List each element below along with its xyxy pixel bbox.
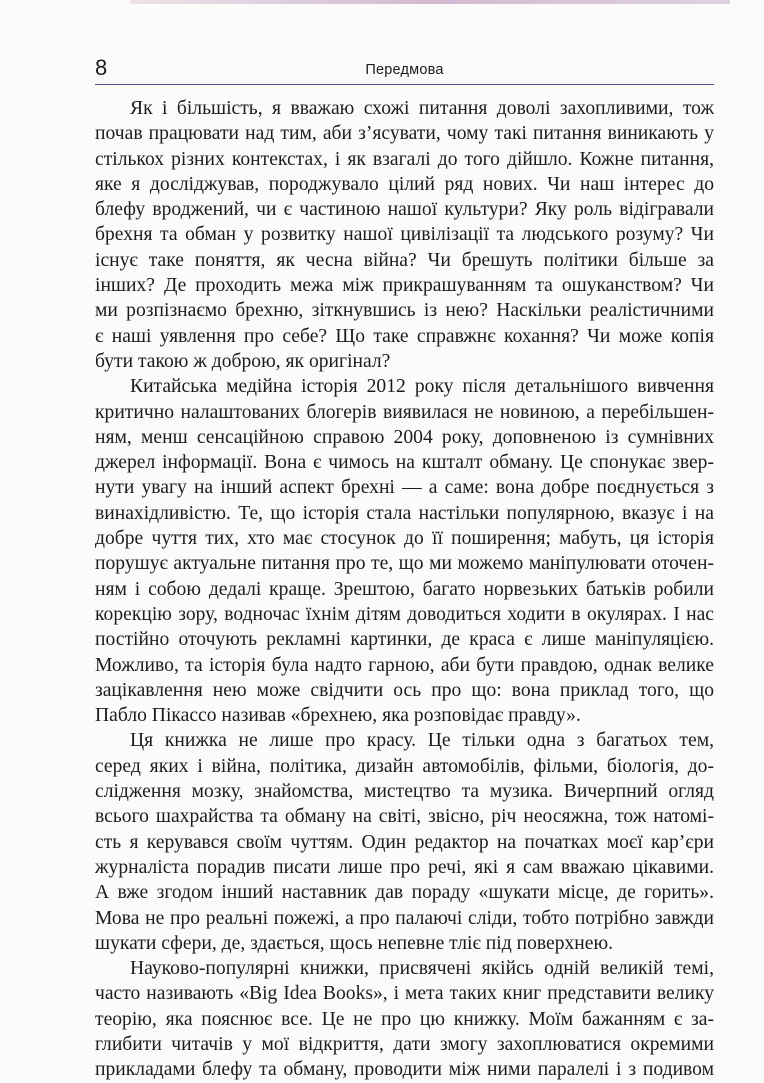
text-line: яке я досліджував, породжувало цілий ряд нових. Чи наш інтерес до: [95, 173, 714, 195]
text-line: стількох різних контекстах, і як взагалі до того дійшло. Кожне питання,: [95, 148, 714, 170]
text-line: почав працювати над тим, аби з’ясувати, чому такі питання виникають у: [95, 123, 714, 145]
text-line: глибити читачів у мої відкриття, дати змогу захоплюватися окремими: [95, 1033, 714, 1055]
text-line: інших? Де проходить межа між прикрашуванням та ошуканством? Чи: [95, 275, 714, 297]
text-line: ми розпізнаємо брехню, зіткнувшись із нею? Наскільки реалістичними: [95, 300, 714, 322]
text-line: джерел інформації. Вона є чимось на кшталт обману. Це спонукає звер-: [95, 452, 714, 474]
text-line: винахідливістю. Те, що історія стала настільки популярною, вказує і на: [95, 502, 714, 524]
paragraph-3: [95, 728, 714, 956]
text-line: ням, менш сенсаційною справою 2004 року, доповненою із сумнівних: [95, 426, 714, 448]
text-line: Науково-популярні книжки, присвячені якійсь одній великій темі,: [130, 958, 714, 980]
paragraph-2: [95, 374, 714, 728]
text-line: сть я керувався своїм чуттям. Один редактор на початках моєї кар’єри: [95, 831, 714, 853]
text-line: добре чуття тих, хто має стосунок до її поширення; мабуть, ця історія: [95, 528, 714, 550]
text-line: постійно оточують рекламні картинки, де краса є лише маніпуляцією.: [95, 629, 714, 651]
text-line: існує таке поняття, як чесна війна? Чи брешуть політики більше за: [95, 249, 714, 271]
text-line: корекцію зору, водночас їхнім дітям доводиться ходити в окулярах. І нас: [95, 603, 714, 625]
text-line: А вже згодом інший наставник дав пораду «шукати місце, де горить».: [95, 882, 714, 904]
paragraph-1: [95, 96, 714, 374]
text-line: брехня та обман у розвитку нашої цивілізації та людського розуму? Чи: [95, 224, 714, 246]
top-color-strip: [130, 0, 730, 4]
header-divider: [95, 84, 714, 85]
page-header: [95, 54, 714, 84]
text-line: Можливо, та історія була надто гарною, аби бути правдою, однак велике: [95, 654, 714, 676]
text-line: Ця книжка не лише про красу. Це тільки одна з багатьох тем,: [130, 730, 714, 752]
text-line: нути увагу на інший аспект брехні — а саме: вона добре поєднується з: [95, 477, 714, 499]
paragraph-4: [95, 956, 714, 1082]
page-number: 8: [95, 55, 108, 80]
text-line: бути такою ж доброю, як оригінал?: [95, 350, 391, 372]
text-line: Пабло Пікассо називав «брехнею, яка розповідає правду».: [95, 705, 581, 727]
text-line: слідження мозку, знайомства, мистецтво та музика. Вичерпний огляд: [95, 781, 714, 803]
text-line: критично налаштованих блогерів виявилася не новиною, а перебільшен-: [95, 401, 714, 423]
text-line: теорію, яка пояснює все. Це не про цю книжку. Моїм бажанням є за-: [95, 1008, 714, 1030]
running-head: Передмова: [365, 62, 444, 78]
text-line: часто називають «Big Idea Books», і мета таких книг представити велику: [95, 983, 714, 1005]
text-line: Мова не про реальні пожежі, а про палаючі сліди, тобто потрібно завжди: [95, 907, 714, 929]
text-line: зацікавлення нею може свідчити ось про що: вона приклад того, що: [95, 679, 714, 701]
text-line: є наші уявлення про себе? Що таке справжнє кохання? Чи може копія: [95, 325, 714, 347]
text-line: ням і собою дедалі краще. Зрештою, багато норвезьких батьків робили: [95, 578, 714, 600]
text-line: блефу вроджений, чи є частиною нашої культури? Яку роль відігравали: [95, 199, 714, 221]
text-line: порушує актуальне питання про те, що ми можемо маніпулювати оточен-: [95, 553, 714, 575]
text-line: Китайська медійна історія 2012 року після детальнішого вивчення: [130, 376, 714, 398]
text-line: прикладами блефу та обману, проводити між ними паралелі і з подивом: [95, 1059, 714, 1081]
text-line: шукати сфери, де, здається, щось непевне тліє під поверхнею.: [95, 932, 614, 954]
text-line: серед яких і війна, політика, дизайн автомобілів, фільми, біологія, до-: [95, 755, 714, 777]
text-line: журналіста порадив писати лише про речі, які я сам вважаю цікавими.: [95, 856, 714, 878]
body-text: [95, 96, 714, 1083]
text-line: Як і більшість, я вважаю схожі питання доволі захопливими, тож: [130, 98, 714, 119]
text-line: всього шахрайства та обману на світі, звісно, річ неосяжна, тож натомі-: [95, 806, 714, 828]
